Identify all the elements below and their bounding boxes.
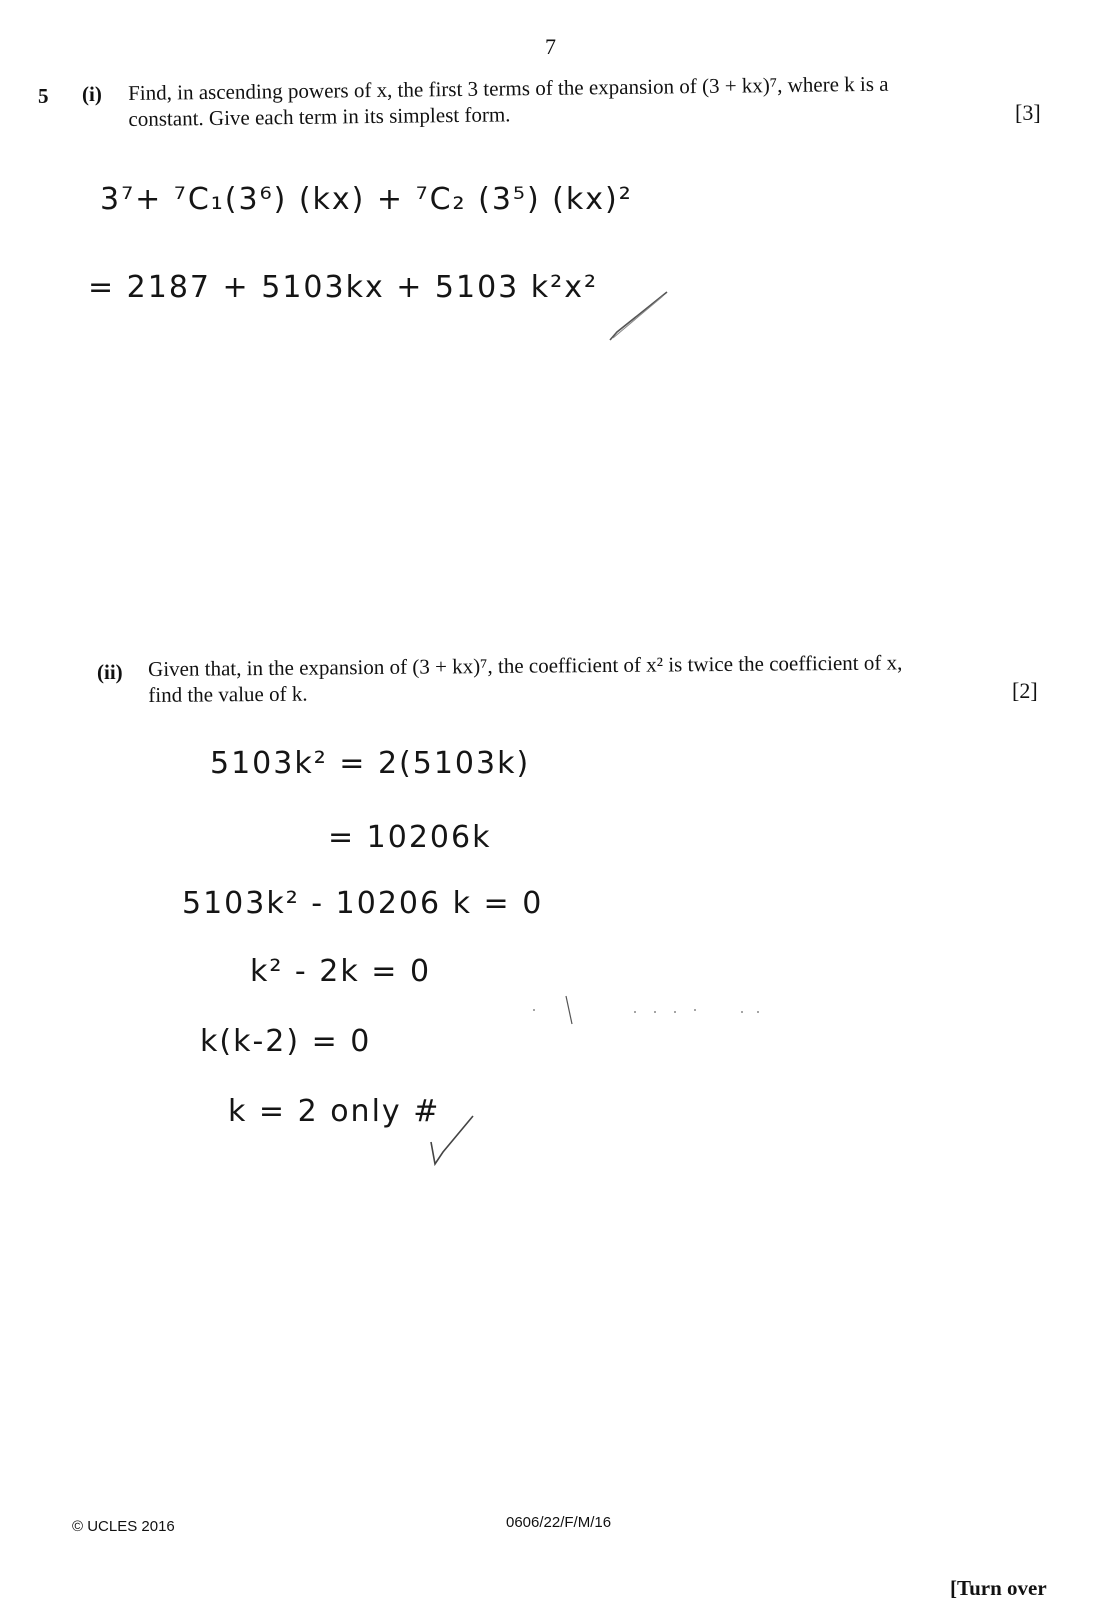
part-ii-working-line6: k = 2 only # bbox=[228, 1094, 441, 1129]
footer-turn-over: [Turn over bbox=[950, 1576, 1047, 1600]
part-ii-marks: [2] bbox=[1012, 678, 1038, 703]
part-ii-working-line1: 5103k² = 2(5103k) bbox=[210, 746, 531, 781]
tick-mark-icon bbox=[425, 1112, 480, 1172]
part-i-label: (i) bbox=[82, 82, 102, 106]
footer-copyright: © UCLES 2016 bbox=[72, 1518, 175, 1535]
scan-marks-decoration bbox=[530, 990, 770, 1030]
page-number: 7 bbox=[545, 34, 556, 59]
part-ii-label: (ii) bbox=[97, 660, 123, 684]
part-ii-working-line4: k² - 2k = 0 bbox=[250, 954, 432, 989]
part-ii-working-line5: k(k-2) = 0 bbox=[200, 1024, 372, 1059]
part-i-marks: [3] bbox=[1015, 100, 1041, 125]
part-ii-working-line2: = 10206k bbox=[328, 820, 492, 855]
part-i-question-line2: constant. Give each term in its simplest form. bbox=[128, 102, 511, 131]
tick-mark-icon bbox=[605, 288, 675, 348]
part-i-question bbox=[128, 71, 889, 132]
part-ii-working-line3: 5103k² - 10206 k = 0 bbox=[182, 886, 544, 921]
question-number: 5 bbox=[38, 84, 49, 108]
part-ii-question bbox=[148, 649, 903, 708]
part-ii-question-line2: find the value of k. bbox=[148, 681, 308, 707]
part-ii-question-line1: Given that, in the expansion of (3 + kx)⁷, the coefficient of x² is twice the coefficient of x, bbox=[148, 650, 903, 681]
part-i-question-line1: Find, in ascending powers of x, the first 3 terms of the expansion of (3 + kx)⁷, where k is a bbox=[128, 71, 889, 105]
part-i-working-line2: = 2187 + 5103kx + 5103 k²x² bbox=[88, 270, 598, 305]
footer-paper-code: 0606/22/F/M/16 bbox=[506, 1514, 612, 1531]
part-i-working-line1: 3⁷+ ⁷C₁(3⁶) (kx) + ⁷C₂ (3⁵) (kx)² bbox=[100, 182, 633, 217]
